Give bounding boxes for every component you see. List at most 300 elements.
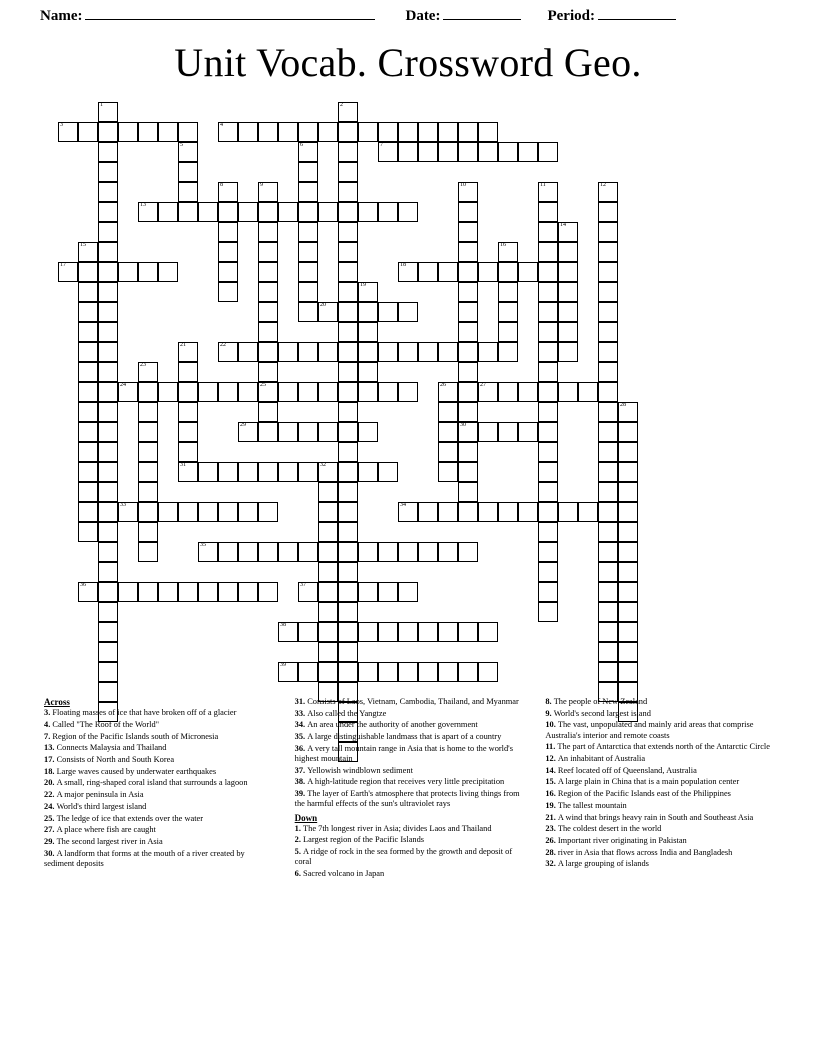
grid-cell[interactable] [338,262,358,282]
grid-cell[interactable] [318,622,338,642]
grid-cell[interactable] [418,542,438,562]
grid-cell[interactable] [138,122,158,142]
grid-cell[interactable] [98,382,118,402]
grid-cell[interactable] [158,582,178,602]
grid-cell[interactable] [358,362,378,382]
grid-cell[interactable] [98,402,118,422]
grid-cell[interactable] [338,362,358,382]
grid-cell[interactable] [338,202,358,222]
grid-cell[interactable] [158,202,178,222]
grid-cell[interactable] [98,362,118,382]
grid-cell[interactable] [558,282,578,302]
grid-cell[interactable] [278,122,298,142]
grid-cell[interactable] [338,322,358,342]
grid-cell[interactable] [458,402,478,422]
grid-cell[interactable] [178,502,198,522]
grid-cell[interactable] [418,662,438,682]
grid-cell[interactable] [458,382,478,402]
grid-cell[interactable] [558,342,578,362]
grid-cell[interactable] [618,502,638,522]
grid-cell[interactable] [618,562,638,582]
grid-cell[interactable] [318,462,338,482]
grid-cell[interactable] [258,362,278,382]
grid-cell[interactable] [318,122,338,142]
grid-cell[interactable] [538,382,558,402]
grid-cell[interactable] [318,382,338,402]
grid-cell[interactable] [298,302,318,322]
grid-cell[interactable] [78,302,98,322]
grid-cell[interactable] [618,482,638,502]
grid-cell[interactable] [338,342,358,362]
grid-cell[interactable] [258,422,278,442]
grid-cell[interactable] [338,662,358,682]
grid-cell[interactable] [458,342,478,362]
grid-cell[interactable] [398,502,418,522]
grid-cell[interactable] [598,562,618,582]
grid-cell[interactable] [258,382,278,402]
grid-cell[interactable] [538,522,558,542]
grid-cell[interactable] [298,282,318,302]
grid-cell[interactable] [178,422,198,442]
grid-cell[interactable] [178,142,198,162]
grid-cell[interactable] [58,122,78,142]
grid-cell[interactable] [438,262,458,282]
grid-cell[interactable] [338,622,358,642]
grid-cell[interactable] [218,462,238,482]
grid-cell[interactable] [318,522,338,542]
grid-cell[interactable] [358,582,378,602]
grid-cell[interactable] [518,382,538,402]
grid-cell[interactable] [458,542,478,562]
grid-cell[interactable] [518,502,538,522]
grid-cell[interactable] [538,142,558,162]
grid-cell[interactable] [558,502,578,522]
grid-cell[interactable] [218,582,238,602]
grid-cell[interactable] [538,542,558,562]
grid-cell[interactable] [338,282,358,302]
grid-cell[interactable] [358,662,378,682]
grid-cell[interactable] [338,142,358,162]
grid-cell[interactable] [618,622,638,642]
grid-cell[interactable] [98,642,118,662]
grid-cell[interactable] [78,322,98,342]
grid-cell[interactable] [198,502,218,522]
grid-cell[interactable] [218,222,238,242]
grid-cell[interactable] [438,422,458,442]
grid-cell[interactable] [78,362,98,382]
grid-cell[interactable] [278,382,298,402]
grid-cell[interactable] [78,462,98,482]
grid-cell[interactable] [598,362,618,382]
grid-cell[interactable] [458,322,478,342]
grid-cell[interactable] [538,222,558,242]
grid-cell[interactable] [378,582,398,602]
grid-cell[interactable] [298,242,318,262]
grid-cell[interactable] [538,582,558,602]
grid-cell[interactable] [258,262,278,282]
grid-cell[interactable] [238,582,258,602]
grid-cell[interactable] [258,222,278,242]
grid-cell[interactable] [338,162,358,182]
grid-cell[interactable] [138,462,158,482]
grid-cell[interactable] [178,342,198,362]
grid-cell[interactable] [458,182,478,202]
grid-cell[interactable] [98,502,118,522]
grid-cell[interactable] [238,502,258,522]
grid-cell[interactable] [298,162,318,182]
grid-cell[interactable] [338,502,358,522]
grid-cell[interactable] [318,482,338,502]
grid-cell[interactable] [98,262,118,282]
grid-cell[interactable] [358,122,378,142]
grid-cell[interactable] [358,302,378,322]
grid-cell[interactable] [478,502,498,522]
grid-cell[interactable] [338,242,358,262]
grid-cell[interactable] [178,402,198,422]
grid-cell[interactable] [318,502,338,522]
grid-cell[interactable] [458,262,478,282]
grid-cell[interactable] [598,382,618,402]
grid-cell[interactable] [458,302,478,322]
grid-cell[interactable] [398,582,418,602]
grid-cell[interactable] [218,282,238,302]
grid-cell[interactable] [258,542,278,562]
grid-cell[interactable] [198,462,218,482]
grid-cell[interactable] [618,402,638,422]
grid-cell[interactable] [218,182,238,202]
grid-cell[interactable] [98,202,118,222]
grid-cell[interactable] [198,542,218,562]
grid-cell[interactable] [78,382,98,402]
grid-cell[interactable] [178,382,198,402]
grid-cell[interactable] [218,202,238,222]
grid-cell[interactable] [478,142,498,162]
grid-cell[interactable] [498,282,518,302]
grid-cell[interactable] [398,122,418,142]
grid-cell[interactable] [418,622,438,642]
grid-cell[interactable] [118,262,138,282]
grid-cell[interactable] [538,502,558,522]
grid-cell[interactable] [98,562,118,582]
grid-cell[interactable] [218,262,238,282]
grid-cell[interactable] [338,602,358,622]
grid-cell[interactable] [458,282,478,302]
grid-cell[interactable] [418,502,438,522]
grid-cell[interactable] [298,342,318,362]
grid-cell[interactable] [278,342,298,362]
grid-cell[interactable] [98,542,118,562]
grid-cell[interactable] [558,302,578,322]
grid-cell[interactable] [98,102,118,122]
grid-cell[interactable] [538,202,558,222]
grid-cell[interactable] [378,122,398,142]
grid-cell[interactable] [478,382,498,402]
grid-cell[interactable] [338,122,358,142]
grid-cell[interactable] [338,642,358,662]
grid-cell[interactable] [598,342,618,362]
grid-cell[interactable] [378,202,398,222]
grid-cell[interactable] [98,222,118,242]
grid-cell[interactable] [498,302,518,322]
grid-cell[interactable] [498,502,518,522]
grid-cell[interactable] [178,462,198,482]
grid-cell[interactable] [458,142,478,162]
grid-cell[interactable] [438,382,458,402]
grid-cell[interactable] [438,542,458,562]
grid-cell[interactable] [598,262,618,282]
grid-cell[interactable] [578,502,598,522]
grid-cell[interactable] [338,422,358,442]
grid-cell[interactable] [438,662,458,682]
grid-cell[interactable] [378,342,398,362]
grid-cell[interactable] [418,142,438,162]
grid-cell[interactable] [138,582,158,602]
grid-cell[interactable] [298,182,318,202]
grid-cell[interactable] [438,402,458,422]
grid-cell[interactable] [398,202,418,222]
grid-cell[interactable] [238,462,258,482]
grid-cell[interactable] [278,622,298,642]
grid-cell[interactable] [458,242,478,262]
grid-cell[interactable] [598,222,618,242]
grid-cell[interactable] [498,342,518,362]
grid-cell[interactable] [378,142,398,162]
grid-cell[interactable] [538,342,558,362]
grid-cell[interactable] [178,122,198,142]
grid-cell[interactable] [298,222,318,242]
grid-cell[interactable] [498,382,518,402]
grid-cell[interactable] [498,142,518,162]
grid-cell[interactable] [198,382,218,402]
grid-cell[interactable] [538,322,558,342]
grid-cell[interactable] [538,362,558,382]
grid-cell[interactable] [78,522,98,542]
grid-cell[interactable] [398,382,418,402]
grid-cell[interactable] [278,462,298,482]
grid-cell[interactable] [78,242,98,262]
grid-cell[interactable] [458,462,478,482]
grid-cell[interactable] [158,382,178,402]
grid-cell[interactable] [438,142,458,162]
grid-cell[interactable] [218,242,238,262]
grid-cell[interactable] [298,262,318,282]
grid-cell[interactable] [618,462,638,482]
grid-cell[interactable] [598,522,618,542]
grid-cell[interactable] [158,262,178,282]
grid-cell[interactable] [438,622,458,642]
grid-cell[interactable] [78,502,98,522]
grid-cell[interactable] [318,642,338,662]
grid-cell[interactable] [258,342,278,362]
grid-cell[interactable] [458,362,478,382]
grid-cell[interactable] [198,582,218,602]
grid-cell[interactable] [358,202,378,222]
grid-cell[interactable] [318,662,338,682]
grid-cell[interactable] [58,262,78,282]
grid-cell[interactable] [138,482,158,502]
grid-cell[interactable] [598,462,618,482]
grid-cell[interactable] [98,162,118,182]
grid-cell[interactable] [458,222,478,242]
grid-cell[interactable] [258,202,278,222]
grid-cell[interactable] [598,242,618,262]
grid-cell[interactable] [398,662,418,682]
grid-cell[interactable] [98,422,118,442]
grid-cell[interactable] [598,422,618,442]
grid-cell[interactable] [178,582,198,602]
grid-cell[interactable] [378,662,398,682]
grid-cell[interactable] [298,422,318,442]
grid-cell[interactable] [258,302,278,322]
grid-cell[interactable] [278,422,298,442]
grid-cell[interactable] [378,542,398,562]
grid-cell[interactable] [118,502,138,522]
grid-cell[interactable] [398,342,418,362]
grid-cell[interactable] [138,402,158,422]
grid-cell[interactable] [178,162,198,182]
grid-cell[interactable] [378,622,398,642]
grid-cell[interactable] [178,442,198,462]
grid-cell[interactable] [258,182,278,202]
grid-cell[interactable] [598,302,618,322]
grid-cell[interactable] [598,322,618,342]
grid-cell[interactable] [378,302,398,322]
grid-cell[interactable] [238,382,258,402]
grid-cell[interactable] [338,442,358,462]
grid-cell[interactable] [258,242,278,262]
grid-cell[interactable] [478,622,498,642]
grid-cell[interactable] [258,582,278,602]
grid-cell[interactable] [138,502,158,522]
grid-cell[interactable] [538,282,558,302]
grid-cell[interactable] [438,502,458,522]
grid-cell[interactable] [458,422,478,442]
grid-cell[interactable] [138,262,158,282]
grid-cell[interactable] [478,422,498,442]
grid-cell[interactable] [258,462,278,482]
grid-cell[interactable] [478,662,498,682]
grid-cell[interactable] [178,182,198,202]
grid-cell[interactable] [438,442,458,462]
grid-cell[interactable] [518,422,538,442]
grid-cell[interactable] [238,202,258,222]
grid-cell[interactable] [338,222,358,242]
grid-cell[interactable] [298,622,318,642]
grid-cell[interactable] [478,262,498,282]
grid-cell[interactable] [498,422,518,442]
grid-cell[interactable] [258,402,278,422]
grid-cell[interactable] [598,482,618,502]
grid-cell[interactable] [498,242,518,262]
grid-cell[interactable] [78,282,98,302]
grid-cell[interactable] [78,402,98,422]
grid-cell[interactable] [98,462,118,482]
grid-cell[interactable] [98,122,118,142]
grid-cell[interactable] [598,662,618,682]
grid-cell[interactable] [258,322,278,342]
grid-cell[interactable] [238,422,258,442]
grid-cell[interactable] [338,542,358,562]
grid-cell[interactable] [298,462,318,482]
grid-cell[interactable] [238,342,258,362]
grid-cell[interactable] [358,382,378,402]
grid-cell[interactable] [218,342,238,362]
grid-cell[interactable] [538,402,558,422]
grid-cell[interactable] [598,542,618,562]
grid-cell[interactable] [358,622,378,642]
grid-cell[interactable] [138,362,158,382]
grid-cell[interactable] [338,102,358,122]
grid-cell[interactable] [118,382,138,402]
grid-cell[interactable] [78,262,98,282]
grid-cell[interactable] [338,382,358,402]
grid-cell[interactable] [538,262,558,282]
grid-cell[interactable] [178,202,198,222]
grid-cell[interactable] [538,422,558,442]
grid-cell[interactable] [218,502,238,522]
grid-cell[interactable] [338,562,358,582]
grid-cell[interactable] [98,322,118,342]
grid-cell[interactable] [338,302,358,322]
grid-cell[interactable] [618,662,638,682]
grid-cell[interactable] [318,542,338,562]
grid-cell[interactable] [538,242,558,262]
grid-cell[interactable] [558,262,578,282]
grid-cell[interactable] [198,202,218,222]
grid-cell[interactable] [418,262,438,282]
grid-cell[interactable] [258,502,278,522]
grid-cell[interactable] [538,442,558,462]
grid-cell[interactable] [318,302,338,322]
grid-cell[interactable] [118,122,138,142]
grid-cell[interactable] [78,442,98,462]
name-blank[interactable] [85,6,375,20]
grid-cell[interactable] [258,122,278,142]
grid-cell[interactable] [178,362,198,382]
grid-cell[interactable] [538,482,558,502]
grid-cell[interactable] [618,422,638,442]
grid-cell[interactable] [98,282,118,302]
grid-cell[interactable] [138,382,158,402]
grid-cell[interactable] [358,422,378,442]
grid-cell[interactable] [278,662,298,682]
grid-cell[interactable] [498,322,518,342]
grid-cell[interactable] [78,122,98,142]
grid-cell[interactable] [338,402,358,422]
grid-cell[interactable] [398,622,418,642]
grid-cell[interactable] [618,642,638,662]
grid-cell[interactable] [138,202,158,222]
grid-cell[interactable] [598,642,618,662]
grid-cell[interactable] [158,122,178,142]
grid-cell[interactable] [138,542,158,562]
grid-cell[interactable] [438,342,458,362]
grid-cell[interactable] [558,322,578,342]
grid-cell[interactable] [398,302,418,322]
grid-cell[interactable] [218,542,238,562]
grid-cell[interactable] [518,262,538,282]
grid-cell[interactable] [218,122,238,142]
grid-cell[interactable] [458,122,478,142]
grid-cell[interactable] [278,542,298,562]
grid-cell[interactable] [418,342,438,362]
grid-cell[interactable] [238,542,258,562]
grid-cell[interactable] [458,662,478,682]
grid-cell[interactable] [298,542,318,562]
grid-cell[interactable] [138,522,158,542]
grid-cell[interactable] [358,542,378,562]
grid-cell[interactable] [598,402,618,422]
